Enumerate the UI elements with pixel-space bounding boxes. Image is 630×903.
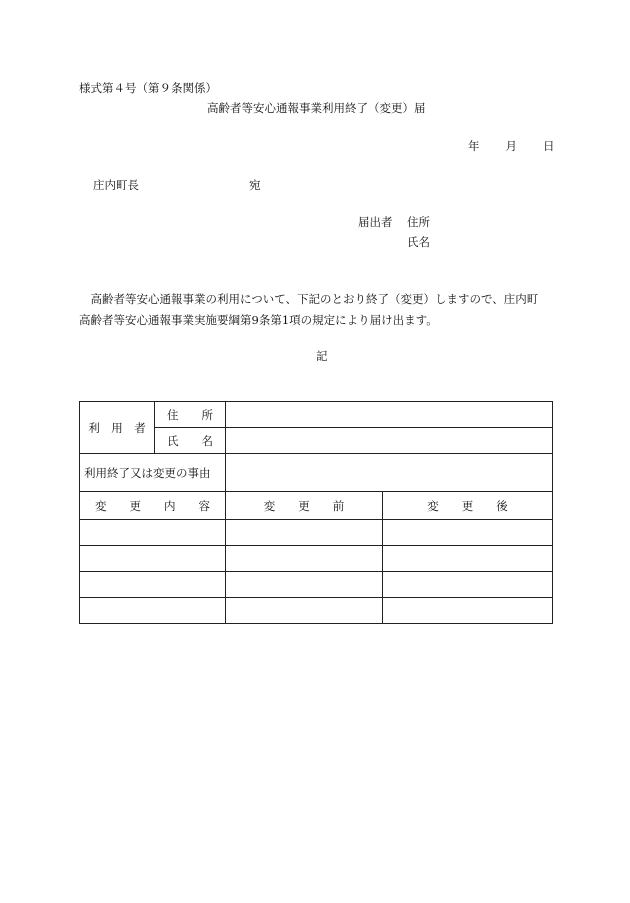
col-header-before-text: 変 更 前 xyxy=(263,498,345,513)
change-content-cell[interactable] xyxy=(80,572,226,598)
table-row xyxy=(80,546,553,572)
applicant-name-label: 氏名 xyxy=(407,235,430,249)
date-line xyxy=(468,138,555,154)
body-paragraph xyxy=(79,289,559,331)
change-content-cell[interactable] xyxy=(80,598,226,624)
table-row xyxy=(80,572,553,598)
before-cell[interactable] xyxy=(226,572,383,598)
col-header-change-content-text: 変 更 内 容 xyxy=(95,498,210,513)
user-name-label: 氏 名 xyxy=(167,433,213,448)
user-name-label-cell xyxy=(155,428,226,454)
col-header-after-text: 変 更 後 xyxy=(427,498,508,513)
body-line-1 xyxy=(79,289,559,310)
date-year-label: 年 xyxy=(468,139,480,153)
reason-label-cell xyxy=(80,454,226,492)
after-cell[interactable] xyxy=(383,572,553,598)
col-header-before xyxy=(226,492,383,520)
reason-field[interactable] xyxy=(226,454,553,492)
user-address-label: 住 所 xyxy=(167,407,213,422)
user-label: 利 用 者 xyxy=(88,420,146,435)
body-line-1-text: 高齢者等安心通報事業の利用について、下記のとおり終了（変更）しますので、庄内町 xyxy=(90,292,539,306)
date-month-label: 月 xyxy=(505,139,517,153)
document-title: 高齢者等安心通報事業利用終了（変更）届 xyxy=(207,101,426,115)
table-row xyxy=(80,520,553,546)
user-address-label-cell xyxy=(155,402,226,428)
change-content-cell[interactable] xyxy=(80,520,226,546)
applicant-address-label: 住所 xyxy=(407,215,430,229)
body-line-2: 高齢者等安心通報事業実施要綱第9条第1項の規定により届け出ます。 xyxy=(79,313,438,327)
user-name-field[interactable] xyxy=(226,428,553,454)
col-header-change-content xyxy=(80,492,226,520)
before-cell[interactable] xyxy=(226,546,383,572)
reason-label: 利用終了又は変更の事由 xyxy=(84,465,211,480)
applicant-label: 届出者 xyxy=(358,215,393,229)
form-number: 様式第４号（第９条関係） xyxy=(79,81,217,95)
after-cell[interactable] xyxy=(383,520,553,546)
user-address-field[interactable] xyxy=(226,402,553,428)
form-table xyxy=(79,401,553,624)
before-cell[interactable] xyxy=(226,520,383,546)
addressee-suffix: 宛 xyxy=(249,178,261,192)
change-content-cell[interactable] xyxy=(80,546,226,572)
after-cell[interactable] xyxy=(383,598,553,624)
user-label-cell xyxy=(80,402,155,454)
ki-label: 記 xyxy=(316,349,328,363)
before-cell[interactable] xyxy=(226,598,383,624)
col-header-after xyxy=(383,492,553,520)
table-row xyxy=(80,598,553,624)
after-cell[interactable] xyxy=(383,546,553,572)
addressee-name: 庄内町長 xyxy=(93,178,139,192)
date-day-label: 日 xyxy=(543,139,555,153)
